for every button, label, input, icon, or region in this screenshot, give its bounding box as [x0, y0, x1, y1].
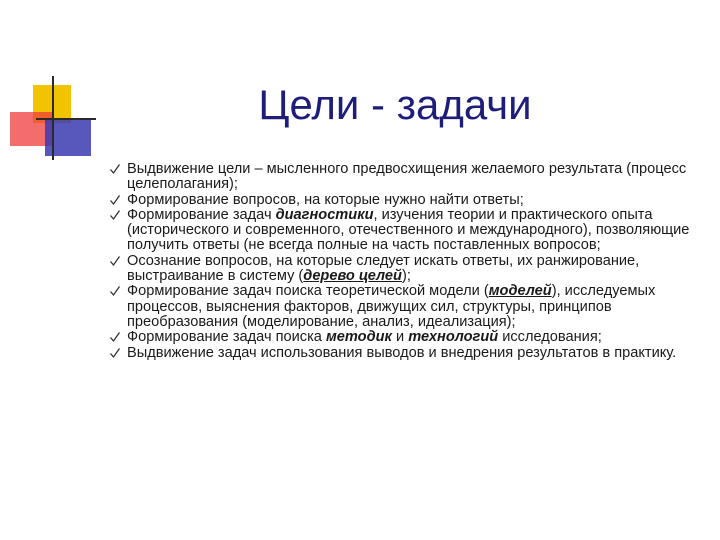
checkmark-icon	[109, 163, 121, 175]
item-text: Формирование вопросов, на которые нужно найти ответы;	[127, 191, 524, 208]
checkmark-icon	[109, 255, 121, 267]
item-text: Формирование задач	[127, 206, 276, 223]
list-item	[100, 254, 705, 285]
checkmark-icon	[109, 285, 121, 297]
checkmark-icon	[109, 209, 121, 221]
item-text: и	[391, 329, 409, 346]
item-text: исследования;	[498, 329, 602, 346]
item-text: Осознание вопросов, на которые следует искать ответы, их ранжирование, выстраивание в систему (	[127, 252, 640, 285]
item-text: Выдвижение задач использования выводов и внедрения результатов в практику.	[127, 344, 677, 361]
item-text: Выдвижение цели – мысленного предвосхищения желаемого результата (процесс целеполагания);	[127, 161, 687, 193]
emphasis-text: технологий	[408, 329, 499, 346]
decorative-squares	[0, 0, 110, 170]
checkmark-icon	[109, 194, 121, 206]
emphasis-text: моделей	[488, 283, 552, 300]
checkmark-icon	[109, 331, 121, 343]
item-text: );	[401, 268, 411, 285]
list-item	[100, 208, 705, 254]
list-item	[100, 162, 705, 193]
list-item	[100, 284, 705, 330]
emphasis-text: методик	[325, 329, 392, 346]
bullet-list	[100, 162, 705, 361]
list-item	[100, 193, 705, 208]
horizontal-line	[36, 118, 96, 120]
item-text: Формирование задач поиска	[127, 329, 326, 346]
list-item	[100, 330, 705, 345]
item-text: Формирование задач поиска теоретической модели (	[127, 283, 489, 300]
item-text: ), исследуемых процессов, выяснения факторов, движущих сил, структуры, принципов преобразования (моделирование, анализ, идеализация);	[127, 283, 656, 330]
emphasis-text: диагностики	[275, 206, 374, 223]
list-item	[100, 346, 705, 361]
item-text: , изучения теории и практического опыта (исторического и современного, отечественного и международного), позволяющие получить ответы (не всегда полные на часть поставленных вопросов;	[127, 206, 690, 254]
slide-title: Цели - задачи	[258, 81, 532, 128]
emphasis-text: дерево целей	[303, 268, 402, 285]
checkmark-icon	[109, 347, 121, 359]
